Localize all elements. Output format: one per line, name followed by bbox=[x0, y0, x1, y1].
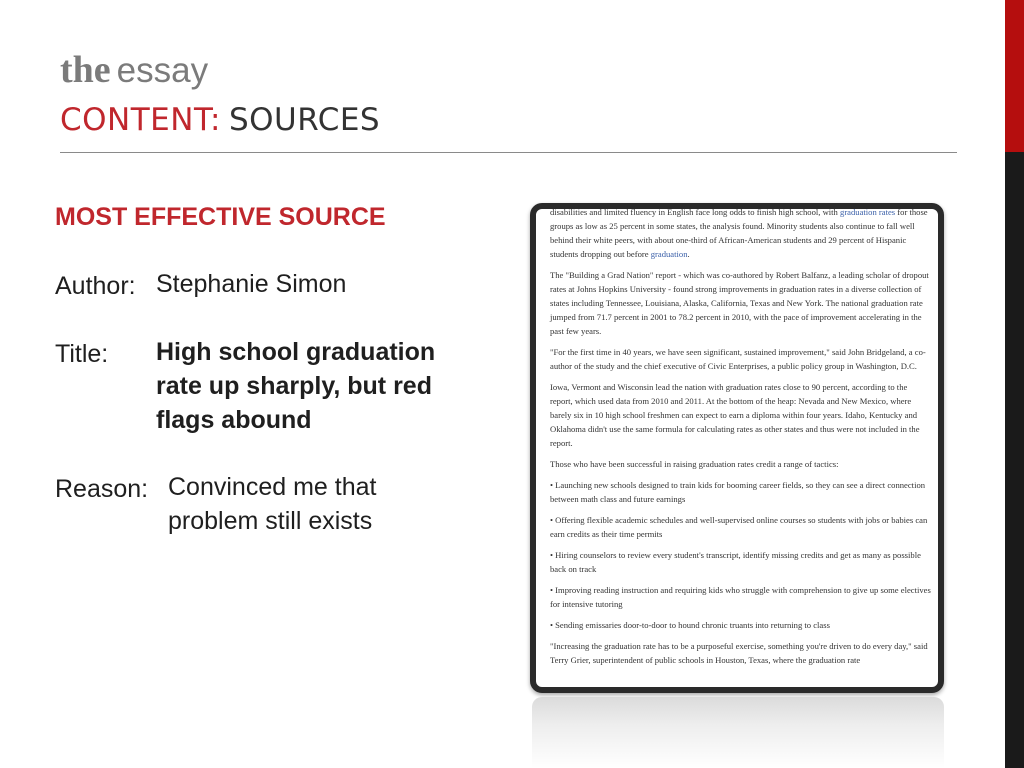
subtitle-content: CONTENT: bbox=[60, 102, 221, 138]
article-paragraph: Iowa, Vermont and Wisconsin lead the nation with graduation rates close to 90 percent, according to the report, which used data from 2010 and 2011. At the bottom of the heap: Nevada and New Mexico, where barely six in 10 high school freshmen can expect to earn a diploma within four years. Idaho, Kentucky and Oklahoma didn't use the same formula for calculating rates as other states and thus were not included in the report. bbox=[550, 382, 920, 448]
title-label: Title: bbox=[55, 340, 109, 368]
slide-title bbox=[60, 48, 208, 92]
article-bullet: • Improving reading instruction and requiring kids who struggle with comprehension to give up some electives for intensive tutoring bbox=[550, 585, 931, 609]
title-divider bbox=[60, 152, 957, 153]
article-bullet: • Offering flexible academic schedules and well-supervised online courses so students with jobs or babies can earn credits as their time permits bbox=[550, 515, 928, 539]
article-bullet: • Launching new schools designed to train kids for booming career fields, so they can see a direct connection between math class and future earnings bbox=[550, 480, 926, 504]
graduation-link[interactable]: graduation bbox=[650, 249, 688, 259]
reason-value: Convinced me that problem still exists bbox=[168, 473, 377, 535]
author-label: Author: bbox=[55, 272, 136, 300]
article-text-span: disabilities and limited fluency in English face long odds to finish high school, with bbox=[550, 207, 838, 217]
article-text bbox=[550, 205, 932, 674]
accent-bar-dark bbox=[1005, 152, 1024, 768]
reason-label: Reason: bbox=[55, 475, 149, 503]
article-paragraph: "Increasing the graduation rate has to be a purposeful exercise, something you're driven to do every day," said Terry Grier, superintendent of public schools in Houston, Texas, where the graduation rate bbox=[550, 641, 928, 665]
article-paragraph: The "Building a Grad Nation" report - which was co-authored by Robert Balfanz, a leading scholar of dropout rates at Johns Hopkins University - found strong improvements in graduation rates in a diverse collection of states including Tennessee, Louisiana, Alaska, California, Texas and New York. The national graduation rate jumped from 71.7 percent in 2001 to 78.2 percent in 2010, with the pace of improvement accelerating in the past few years. bbox=[550, 270, 929, 336]
title-essay: essay bbox=[116, 51, 209, 90]
article-bullet: • Hiring counselors to review every student's transcript, identify missing credits and get as many as possible back on track bbox=[550, 550, 921, 574]
accent-bar-red bbox=[1005, 0, 1024, 152]
article-text-span: for those groups as low as 25 percent in some states, the analysis found. Minority students also continue to fall well behind their white peers, with about one-third of African-American students and 29 percent of Hispanic students dropping out before bbox=[550, 207, 928, 259]
graduation-rates-link[interactable]: graduation rates bbox=[840, 207, 896, 217]
article-paragraph bbox=[550, 205, 932, 261]
author-value: Stephanie Simon bbox=[156, 270, 347, 298]
title-the: the bbox=[60, 49, 111, 91]
article-paragraph: Those who have been successful in raising graduation rates credit a range of tactics: bbox=[550, 459, 839, 469]
article-title-value: High school graduation rate up sharply, but red flags abound bbox=[156, 338, 436, 434]
subtitle-sources: SOURCES bbox=[228, 102, 381, 138]
article-bullet: • Sending emissaries door-to-door to hound chronic truants into returning to class bbox=[550, 620, 830, 630]
article-text-span: . bbox=[687, 249, 690, 259]
article-paragraph: "For the first time in 40 years, we have seen significant, sustained improvement," said John Bridgeland, a co-author of the study and the chief executive of Civic Enterprises, a public policy group in Washington, D.C. bbox=[550, 347, 926, 371]
source-heading: MOST EFFECTIVE SOURCE bbox=[55, 203, 386, 231]
slide-subtitle bbox=[60, 102, 380, 138]
screenshot-reflection bbox=[532, 697, 944, 768]
article-screenshot bbox=[530, 203, 944, 693]
